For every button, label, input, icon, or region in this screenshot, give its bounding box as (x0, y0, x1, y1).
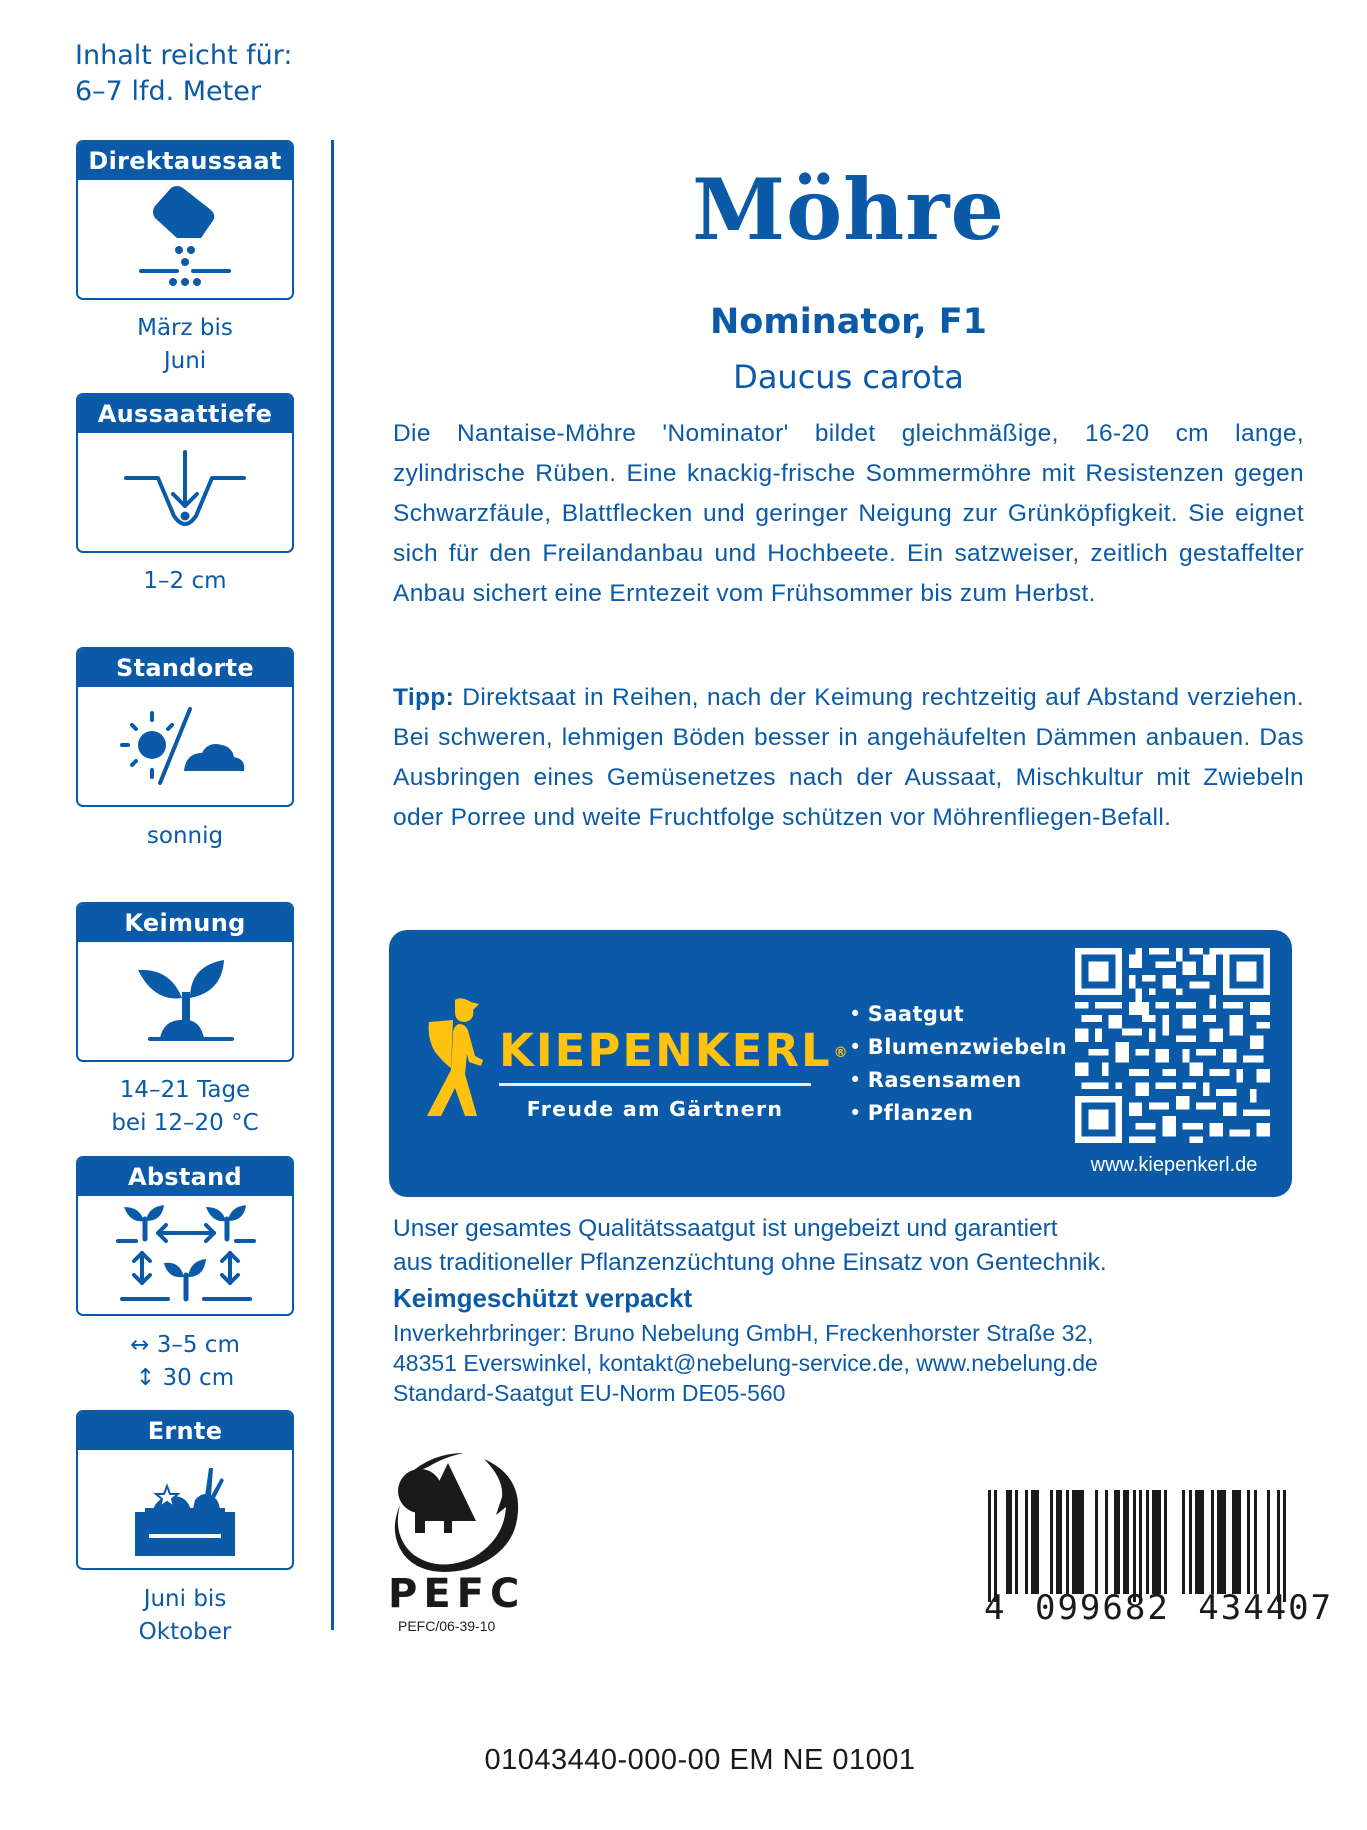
vertical-divider (331, 140, 334, 1630)
info-caption-location (76, 820, 294, 853)
category-item: • Pflanzen (849, 1097, 1067, 1130)
product-variety: Nominator, F1 (710, 302, 987, 342)
info-caption-direct-sowing (76, 312, 294, 378)
category-item: • Blumenzwiebeln (849, 1031, 1067, 1064)
info-box-direct-sowing (76, 140, 294, 300)
barcode-group-1: 099682 (1034, 1588, 1170, 1628)
tip-label: Tipp: (393, 684, 455, 711)
caption-line: sonnig (146, 823, 224, 849)
info-caption-spacing (76, 1329, 294, 1395)
pefc-wordmark: PEFC (388, 1571, 524, 1617)
caption-line: Juni (163, 348, 207, 374)
kiepenkerl-banner (389, 930, 1292, 1197)
coverage-info (75, 38, 293, 110)
caption-line: 1–2 cm (143, 568, 227, 594)
info-box-spacing (76, 1156, 294, 1316)
info-box-harvest (76, 1410, 294, 1570)
qr-code[interactable] (1075, 948, 1270, 1143)
brand-name (499, 1026, 848, 1076)
pefc-logo-icon (384, 1445, 524, 1624)
product-latin-name: Daucus carota (733, 358, 964, 396)
print-reference-code: 01043440-000-00 EM NE 01001 (484, 1744, 916, 1776)
info-box-title: Keimung (78, 904, 292, 942)
quality-statement (393, 1212, 1313, 1280)
brand-text: KIEPENKERL (499, 1024, 832, 1077)
distributor-info (393, 1318, 1313, 1408)
caption-line: ↕ 30 cm (135, 1365, 235, 1391)
caption-line: ↔ 3–5 cm (130, 1332, 240, 1358)
quality-line: aus traditioneller Pflanzenzüchtung ohne Einsatz von Gentechnik. (393, 1249, 1107, 1276)
info-caption-sowing-depth (76, 565, 294, 598)
quality-line: Unser gesamtes Qualitätssaatgut ist ungebeizt und garantiert (393, 1215, 1058, 1242)
info-box-location (76, 647, 294, 807)
info-box-sowing-depth (76, 393, 294, 553)
distributor-line: Inverkehrbringer: Bruno Nebelung GmbH, Freckenhorster Straße 32, (393, 1320, 1094, 1346)
caption-line: 14–21 Tage (119, 1077, 251, 1103)
sowing-icon (78, 182, 292, 298)
category-item: • Saatgut (849, 998, 1067, 1031)
sun-cloud-icon (78, 689, 292, 805)
tip-text: Direktsaat in Reihen, nach der Keimung rechtzeitig auf Abstand verziehen. Bei schweren, lehmigen Böden besser in angehäufelten Dämmen anbauen. Das Ausbringen eines Gemüsenetzes nach der Aussaat, Mischkultur mit Zwiebeln oder Porree und weite Fruchtfolge schützen vor Möhrenfliegen-Befall. (393, 684, 1304, 831)
category-item: • Rasensamen (849, 1064, 1067, 1097)
harvest-crate-icon (78, 1452, 292, 1568)
barcode-group-2: 434407 (1198, 1588, 1334, 1628)
product-name: Möhre (692, 160, 1005, 259)
caption-line: Oktober (138, 1619, 232, 1645)
coverage-label: Inhalt reicht für: (75, 40, 293, 71)
plant-spacing-icon (78, 1198, 292, 1314)
seedling-icon (78, 944, 292, 1060)
seed-standard: Standard-Saatgut EU-Norm DE05-560 (393, 1380, 786, 1406)
info-box-title: Direktaussaat (78, 142, 292, 180)
info-box-germination (76, 902, 294, 1062)
website-link[interactable]: www.kiepenkerl.de (1090, 1154, 1258, 1176)
sowing-depth-icon (78, 435, 292, 551)
barcode-first-digit: 4 (984, 1588, 1007, 1628)
growing-tip (393, 678, 1304, 838)
info-box-title: Abstand (78, 1158, 292, 1196)
pefc-certificate-code: PEFC/06-39-10 (398, 1618, 496, 1634)
hiker-logo-icon (425, 998, 495, 1132)
product-description: Die Nantaise-Möhre 'Nominator' bildet gleichmäßige, 16-20 cm lange, zylindrische Rüben. Eine knackig-frische Sommermöhre mit Resistenzen gegen Schwarzfäule, Blattflecken und geringer Neigung zur Grünköpfigkeit. Sie eignet sich für den Freilandanbau und Hochbeete. Ein satzweiser, zeitlich gestaffelter Anbau sichert eine Erntezeit vom Frühsommer bis zum Herbst. (393, 420, 1304, 607)
info-box-title: Standorte (78, 649, 292, 687)
info-box-title: Ernte (78, 1412, 292, 1450)
brand-underline (499, 1083, 811, 1086)
packaging-note: Keimgeschützt verpackt (393, 1283, 693, 1313)
caption-line: März bis (137, 315, 233, 341)
coverage-value: 6–7 lfd. Meter (75, 76, 261, 107)
registered-mark: ® (833, 1045, 848, 1061)
info-box-title: Aussaattiefe (78, 395, 292, 433)
product-category-list (849, 998, 1067, 1130)
info-caption-germination (76, 1074, 294, 1140)
info-caption-harvest (76, 1583, 294, 1649)
barcode-number (984, 1588, 1333, 1628)
caption-line: Juni bis (143, 1586, 227, 1612)
brand-tagline: Freude am Gärtnern (526, 1097, 784, 1121)
caption-line: bei 12–20 °C (111, 1110, 259, 1136)
distributor-line: 48351 Everswinkel, kontakt@nebelung-service.de, www.nebelung.de (393, 1350, 1098, 1376)
